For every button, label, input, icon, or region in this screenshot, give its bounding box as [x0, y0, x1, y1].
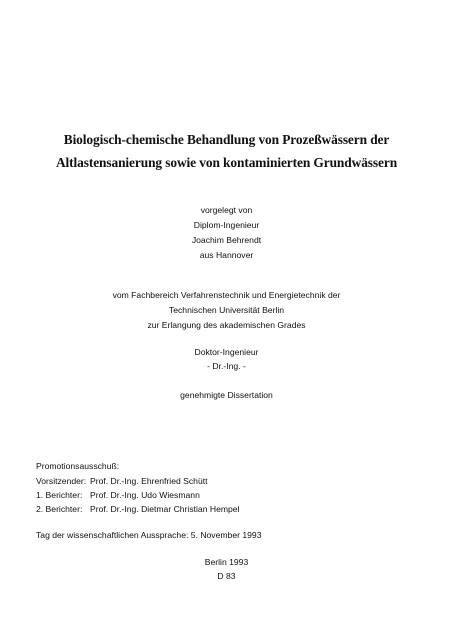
dissertation-note: genehmigte Dissertation — [180, 390, 273, 400]
dissertation-code: D 83 — [217, 571, 236, 581]
author-line: Diplom-Ingenieur — [193, 220, 260, 230]
faculty-line: vom Fachbereich Verfahrenstechnik und Energietechnik der — [112, 290, 341, 300]
committee-name: Prof. Dr.-Ing. Udo Wiesmann — [90, 490, 200, 500]
committee-name: Prof. Dr.-Ing. Dietmar Christian Hempel — [90, 504, 240, 514]
committee-name: Prof. Dr.-Ing. Ehrenfried Schütt — [90, 476, 208, 486]
title-line-2: Altlastensanierung sowie von kontaminierten Grundwässern — [55, 155, 398, 170]
committee-role: Vorsitzender: — [36, 476, 87, 486]
degree-line: - Dr.-Ing. - — [207, 361, 246, 371]
author-line: Joachim Behrendt — [191, 235, 262, 245]
author-line: aus Hannover — [199, 250, 254, 260]
committee-heading: Promotionsausschuß: — [36, 461, 120, 471]
faculty-line: Technischen Universität Berlin — [168, 305, 285, 315]
degree-line: Doktor-Ingenieur — [194, 347, 259, 357]
place-year: Berlin 1993 — [204, 557, 249, 567]
faculty-line: zur Erlangung des akademischen Grades — [147, 320, 306, 330]
author-line: vorgelegt von — [200, 205, 253, 215]
title-line-1: Biologisch-chemische Behandlung von Prozeßwässern der — [63, 132, 390, 147]
committee-role: 2. Berichter: — [36, 504, 83, 514]
committee-role: 1. Berichter: — [36, 490, 83, 500]
defense-date: Tag der wissenschaftlichen Aussprache: 5. November 1993 — [36, 530, 262, 540]
